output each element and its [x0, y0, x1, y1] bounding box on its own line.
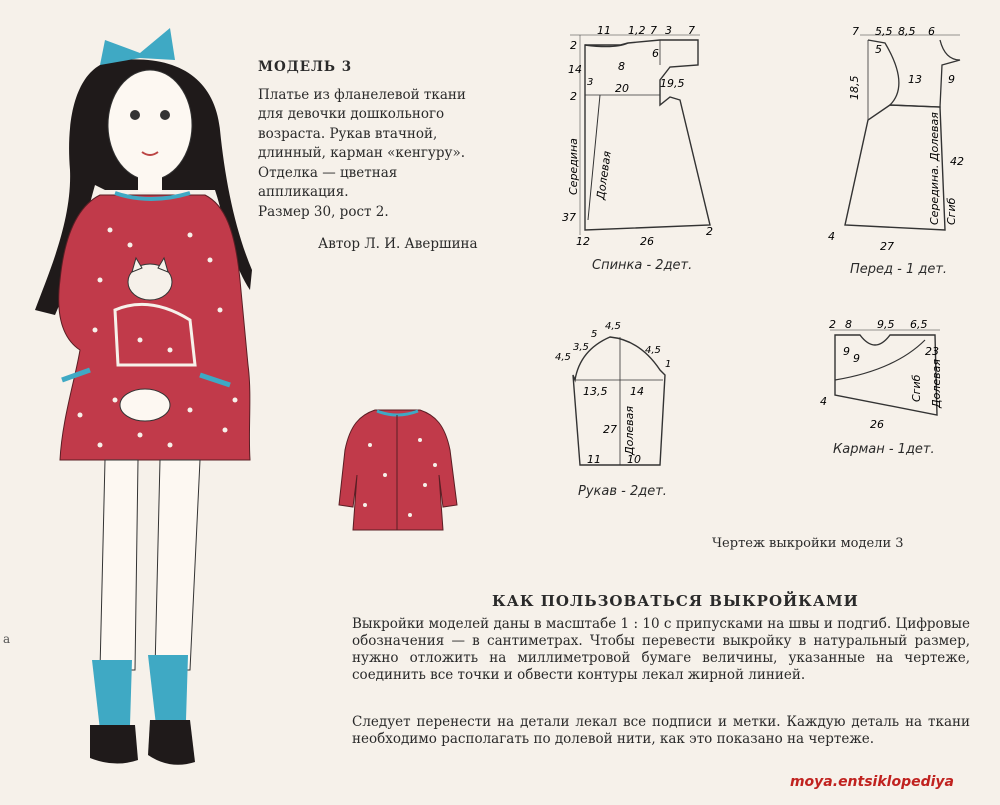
face-shape: [108, 70, 192, 180]
front-label: 6: [928, 25, 935, 38]
model-description: [258, 58, 528, 222]
front-label: 42: [950, 155, 964, 168]
howto-paragraph-2: Следует перенести на детали лекал все подписи и метки. Каждую деталь на ткани необходимо располагать по долевой нити, как это показано на чертеже.: [352, 714, 970, 747]
back-label: 14: [568, 63, 582, 76]
front-label: 13: [908, 73, 922, 86]
sleeve-label: Долевая: [623, 406, 636, 455]
shoe-right: [148, 720, 195, 765]
sleeve-label: 4,5: [605, 321, 621, 332]
pocket-label: Сгиб: [910, 374, 923, 402]
shoe-left: [90, 725, 138, 764]
sleeve-label: 14: [630, 385, 644, 398]
back-label: 12: [576, 235, 590, 248]
sleeve-label: 5: [591, 329, 598, 340]
back-label: 2: [706, 225, 713, 238]
pocket-label: 6,5: [910, 318, 928, 331]
sleeve-caption: Рукав - 2дет.: [578, 484, 667, 499]
front-label: 8,5: [898, 25, 916, 38]
back-label: 3: [665, 25, 672, 37]
pocket-caption: Карман - 1дет.: [833, 442, 935, 457]
sleeve-label: 11: [587, 453, 601, 466]
sleeve-label: 10: [627, 453, 641, 466]
description-line: длинный, карман «кенгуру».: [258, 145, 466, 161]
back-label: Долевая: [594, 150, 614, 201]
back-label: 19,5: [660, 77, 685, 90]
edge-mark: a: [3, 632, 11, 646]
back-label: 2: [570, 90, 577, 103]
front-label: Середина. Долевая: [928, 112, 941, 225]
pocket-label: 2: [829, 318, 836, 331]
description-line: возраста. Рукав втачной,: [258, 125, 438, 142]
back-label: 37: [562, 211, 576, 224]
back-label: 26: [640, 235, 654, 248]
pattern-chart-caption: Чертеж выкройки модели 3: [712, 536, 904, 551]
dress-back-view: [335, 405, 460, 540]
legs-shape: [100, 460, 200, 670]
girl-illustration: [20, 20, 260, 790]
back-label: 11: [597, 25, 611, 37]
back-label: 7: [650, 25, 657, 37]
sock-right: [148, 655, 188, 725]
front-label: 27: [880, 240, 894, 253]
back-label: 2: [570, 39, 577, 52]
back-label: 6: [652, 47, 659, 60]
description-line: Платье из фланелевой ткани: [258, 86, 466, 103]
howto-paragraph-1: Выкройки моделей даны в масштабе 1 : 10 с припусками на швы и подгиб. Цифровые обозначения — в сантиметрах. Чтобы перевести выкройку в натуральный размер, нужно отложить на миллиметровой бумаге величины, указанные на чертеже, соединить все точки и обвести контуры лекал жирной линией.: [352, 616, 970, 683]
front-label: 4: [828, 230, 835, 243]
sleeve-label: 3,5: [573, 342, 589, 353]
front-label: 5: [875, 43, 882, 56]
pattern-pocket: [815, 310, 955, 435]
back-label: 20: [615, 82, 629, 95]
sock-left: [92, 660, 132, 730]
pattern-back: [560, 25, 720, 255]
pocket-label: 4: [820, 395, 827, 408]
front-label: 18,5: [848, 75, 861, 100]
front-label: 7: [852, 25, 859, 38]
back-label: Середина: [567, 138, 580, 195]
back-label: 8: [618, 60, 625, 73]
front-label: 5,5: [875, 25, 893, 38]
back-label: 3: [587, 77, 594, 88]
pocket-label: 23: [925, 345, 939, 358]
description-line: аппликация.: [258, 184, 349, 200]
description-line: Отделка — цветная: [258, 164, 398, 181]
author-credit: Автор Л. И. Авершина: [318, 236, 478, 252]
back-caption: Спинка - 2дет.: [592, 258, 693, 273]
back-label: 7: [688, 25, 695, 37]
pocket-label: 9: [853, 352, 860, 365]
sleeve-label: 4,5: [645, 345, 661, 356]
pattern-sleeve: [555, 315, 680, 480]
sleeve-label: 27: [603, 423, 617, 436]
model-title: МОДЕЛЬ 3: [258, 59, 353, 75]
front-label: Сгиб: [945, 197, 958, 225]
pocket-label: 9: [843, 345, 850, 358]
sleeve-label: 13,5: [583, 385, 608, 398]
description-line: Размер 30, рост 2.: [258, 203, 389, 220]
watermark: moya.entsiklopediya: [789, 774, 954, 790]
pocket-label: Долевая: [930, 359, 943, 408]
pocket-label: 8: [845, 318, 852, 331]
sleeve-label: 1: [665, 359, 672, 370]
front-caption: Перед - 1 дет.: [850, 262, 948, 277]
pattern-front: [820, 25, 965, 255]
sleeve-label: 4,5: [555, 352, 571, 363]
front-label: 9: [948, 73, 955, 86]
howto-title: КАК ПОЛЬЗОВАТЬСЯ ВЫКРОЙКАМИ: [492, 592, 859, 610]
pocket-label: 9,5: [877, 318, 895, 331]
description-line: для девочки дошкольного: [258, 106, 445, 122]
pocket-label: 26: [870, 418, 884, 431]
back-label: 1,2: [628, 25, 646, 37]
